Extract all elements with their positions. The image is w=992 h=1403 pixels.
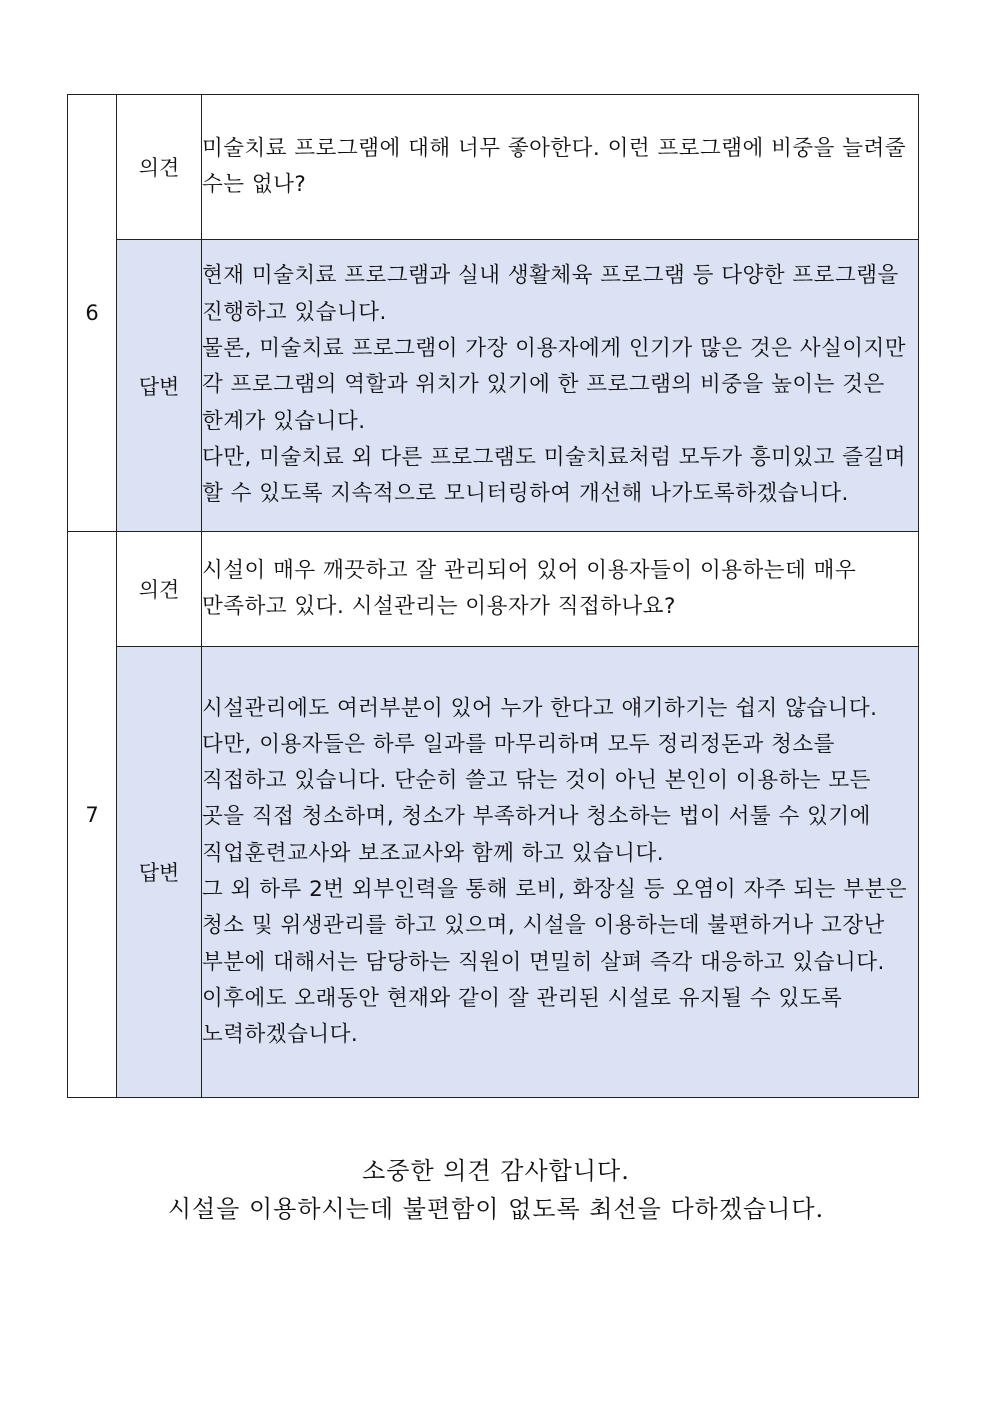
answer-text — [202, 647, 919, 1098]
row-7-opinion — [68, 532, 919, 647]
answer-paragraph: 이후에도 오래동안 현재와 같이 잘 관리된 시설로 유지될 수 있도록 노력하겠습니다. — [202, 985, 843, 1048]
row-number: 6 — [68, 95, 117, 532]
opinion-text: 시설이 매우 깨끗하고 잘 관리되어 있어 이용자들이 이용하는데 매우 만족하고 있다. 시설관리는 이용자가 직접하나요? — [202, 532, 919, 647]
answer-paragraph: 시설관리에도 여러부분이 있어 누가 한다고 얘기하기는 쉽지 않습니다. 다만, 이용자들은 하루 일과를 마무리하며 모두 정리정돈과 청소를 직접하고 있습니다. 단순히 쓸고 닦는 것이 아닌 본인이 이용하는 모든 곳을 직접 청소하며, 청소가 부족하거나 청소하는 법이 서툴 수 있기에 직업훈련교사와 보조교사와 함께 하고 있습니다. — [202, 695, 878, 866]
row-6-answer — [68, 240, 919, 532]
answer-label: 답변 — [117, 240, 202, 532]
answer-paragraph: 현재 미술치료 프로그램과 실내 생활체육 프로그램 등 다양한 프로그램을 진행하고 있습니다. — [202, 263, 899, 325]
answer-paragraph: 물론, 미술치료 프로그램이 가장 이용자에게 인기가 많은 것은 사실이지만 각 프로그램의 역할과 위치가 있기에 한 프로그램의 비중을 높이는 것은 한계가 있습니다. — [202, 336, 907, 434]
opinion-label: 의견 — [117, 95, 202, 240]
closing-message — [0, 1152, 992, 1228]
opinion-text: 미술치료 프로그램에 대해 너무 좋아한다. 이런 프로그램에 비중을 늘려줄 수는 없나? — [202, 95, 919, 240]
answer-paragraph: 다만, 미술치료 외 다른 프로그램도 미술치료처럼 모두가 흥미있고 즐길며 할 수 있도록 지속적으로 모니터링하여 개선해 나가도록하겠습니다. — [202, 444, 907, 507]
row-number: 7 — [68, 532, 117, 1098]
closing-line-promise: 시설을 이용하시는데 불편함이 없도록 최선을 다하겠습니다. — [167, 1195, 825, 1223]
closing-line-thanks: 소중한 의견 감사합니다. — [362, 1157, 630, 1185]
row-7-answer — [68, 647, 919, 1098]
answer-text — [202, 240, 919, 532]
answer-paragraph: 그 외 하루 2번 외부인력을 통해 로비, 화장실 등 오염이 자주 되는 부분은 청소 및 위생관리를 하고 있으며, 시설을 이용하는데 불편하거나 고장난 부분에 대해서는 담당하는 직원이 면밀히 살펴 즉각 대응하고 있습니다. — [202, 877, 908, 975]
opinion-label: 의견 — [117, 532, 202, 647]
feedback-table — [67, 94, 919, 1098]
row-6-opinion — [68, 95, 919, 240]
answer-label: 답변 — [117, 647, 202, 1098]
